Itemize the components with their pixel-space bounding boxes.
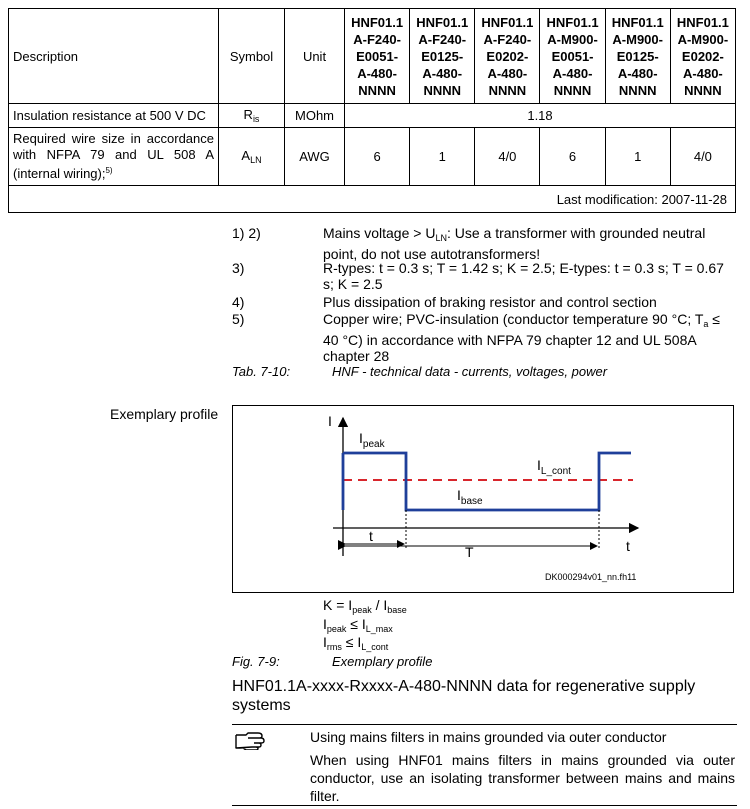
section-title: HNF01.1A-xxxx-Rxxxx-A-480-NNNN data for regenerative supply systems bbox=[232, 678, 696, 714]
formula-peak: $I_{peak} \le I_{L\_max}$ bbox=[323, 616, 393, 634]
table-caption-label: Tab. 7-10: bbox=[232, 364, 291, 379]
peak-label: $I_{peak}$ bbox=[359, 430, 385, 450]
pointing-hand-icon bbox=[234, 730, 266, 755]
table-header-row bbox=[9, 9, 736, 104]
cont-label: $I_{L\_cont}$ bbox=[537, 457, 571, 477]
formula-rms: $I_{rms} \le I_{L\_cont}$ bbox=[323, 634, 389, 652]
header-model-3: HNF01.1 A-F240- E0202- A-480- NNNN bbox=[475, 9, 540, 104]
x-axis-label: t bbox=[626, 538, 630, 554]
last-modification: Last modification: 2007-11-28 bbox=[9, 186, 736, 213]
file-id: DK000294v01_nn.fh11 bbox=[545, 572, 637, 582]
base-label: $I_{base}$ bbox=[457, 487, 483, 507]
figure-caption-text: Exemplary profile bbox=[332, 654, 433, 669]
footnote-text: Mains voltage > $U_{LN}$: Use a transformer with grounded neutral point, do not use autotransformers! bbox=[323, 225, 706, 262]
table-footer-row bbox=[9, 186, 736, 213]
T-label: T bbox=[465, 544, 474, 560]
header-model-4: HNF01.1 A-M900- E0051- A-480- NNNN bbox=[540, 9, 605, 104]
footnote-text: Plus dissipation of braking resistor and control section bbox=[323, 294, 657, 310]
header-unit: Unit bbox=[285, 9, 345, 104]
row-insulation-value: 1.18 bbox=[345, 104, 736, 128]
header-description: Description bbox=[9, 9, 219, 104]
footnote-number: 1) 2) bbox=[232, 225, 261, 241]
row-wire-value-5: 1 bbox=[605, 128, 670, 186]
header-model-5: HNF01.1 A-M900- E0125- A-480- NNNN bbox=[605, 9, 670, 104]
current-profile-diagram bbox=[233, 406, 733, 592]
footnote-number: 4) bbox=[232, 294, 245, 310]
t-label: t bbox=[369, 528, 373, 544]
exemplary-profile-label: Exemplary profile bbox=[110, 406, 219, 422]
note-bottom-rule bbox=[232, 805, 737, 806]
footnote-number: 5) bbox=[232, 311, 245, 327]
footnote-text: R-types: t = 0.3 s; T = 1.42 s; K = 2.5; E-types: t = 0.3 s; T = 0.67 s; K = 2.5 bbox=[323, 260, 724, 292]
note-heading: Using mains filters in mains grounded via outer conductor bbox=[310, 729, 667, 745]
figure-caption-label: Fig. 7-9: bbox=[232, 654, 280, 669]
row-wire-value-3: 4/0 bbox=[475, 128, 540, 186]
note-body: When using HNF01 mains filters in mains grounded via outer conductor, use an isolating transformer between mains and mains filter. bbox=[310, 752, 735, 804]
header-model-6: HNF01.1 A-M900- E0202- A-480- NNNN bbox=[670, 9, 735, 104]
note-top-rule bbox=[232, 724, 737, 725]
current-profile-line bbox=[343, 453, 631, 510]
table-row bbox=[9, 104, 736, 128]
row-wire-description: Required wire size in accordance with NFPA 79 and UL 508 A (internal wiring);$^{5)}$ bbox=[9, 128, 219, 186]
figure-box bbox=[232, 405, 734, 593]
table-caption-text: HNF - technical data - currents, voltages, power bbox=[332, 364, 608, 379]
header-model-1: HNF01.1 A-F240- E0051- A-480- NNNN bbox=[345, 9, 410, 104]
row-wire-unit: AWG bbox=[285, 128, 345, 186]
formula-k: $K = I_{peak} / I_{base}$ bbox=[323, 597, 407, 615]
header-symbol: Symbol bbox=[219, 9, 285, 104]
spec-table bbox=[8, 8, 736, 213]
header-model-2: HNF01.1 A-F240- E0125- A-480- NNNN bbox=[410, 9, 475, 104]
row-wire-value-1: 6 bbox=[345, 128, 410, 186]
footnote-text: Copper wire; PVC-insulation (conductor temperature 90 °C; $T_a \le 40$ °C) in accordance with NFPA 79 chapter 12 and UL 508A chapter 28 bbox=[323, 311, 720, 364]
row-insulation-description: Insulation resistance at 500 V DC bbox=[9, 104, 219, 128]
y-axis-label: I bbox=[328, 413, 332, 429]
row-wire-symbol: $A_{LN}$ bbox=[219, 128, 285, 186]
row-insulation-symbol: $R_{is}$ bbox=[219, 104, 285, 128]
footnote-number: 3) bbox=[232, 260, 245, 276]
row-wire-value-2: 1 bbox=[410, 128, 475, 186]
row-wire-value-6: 4/0 bbox=[670, 128, 735, 186]
row-insulation-unit: MOhm bbox=[285, 104, 345, 128]
row-wire-value-4: 6 bbox=[540, 128, 605, 186]
table-row bbox=[9, 128, 736, 186]
